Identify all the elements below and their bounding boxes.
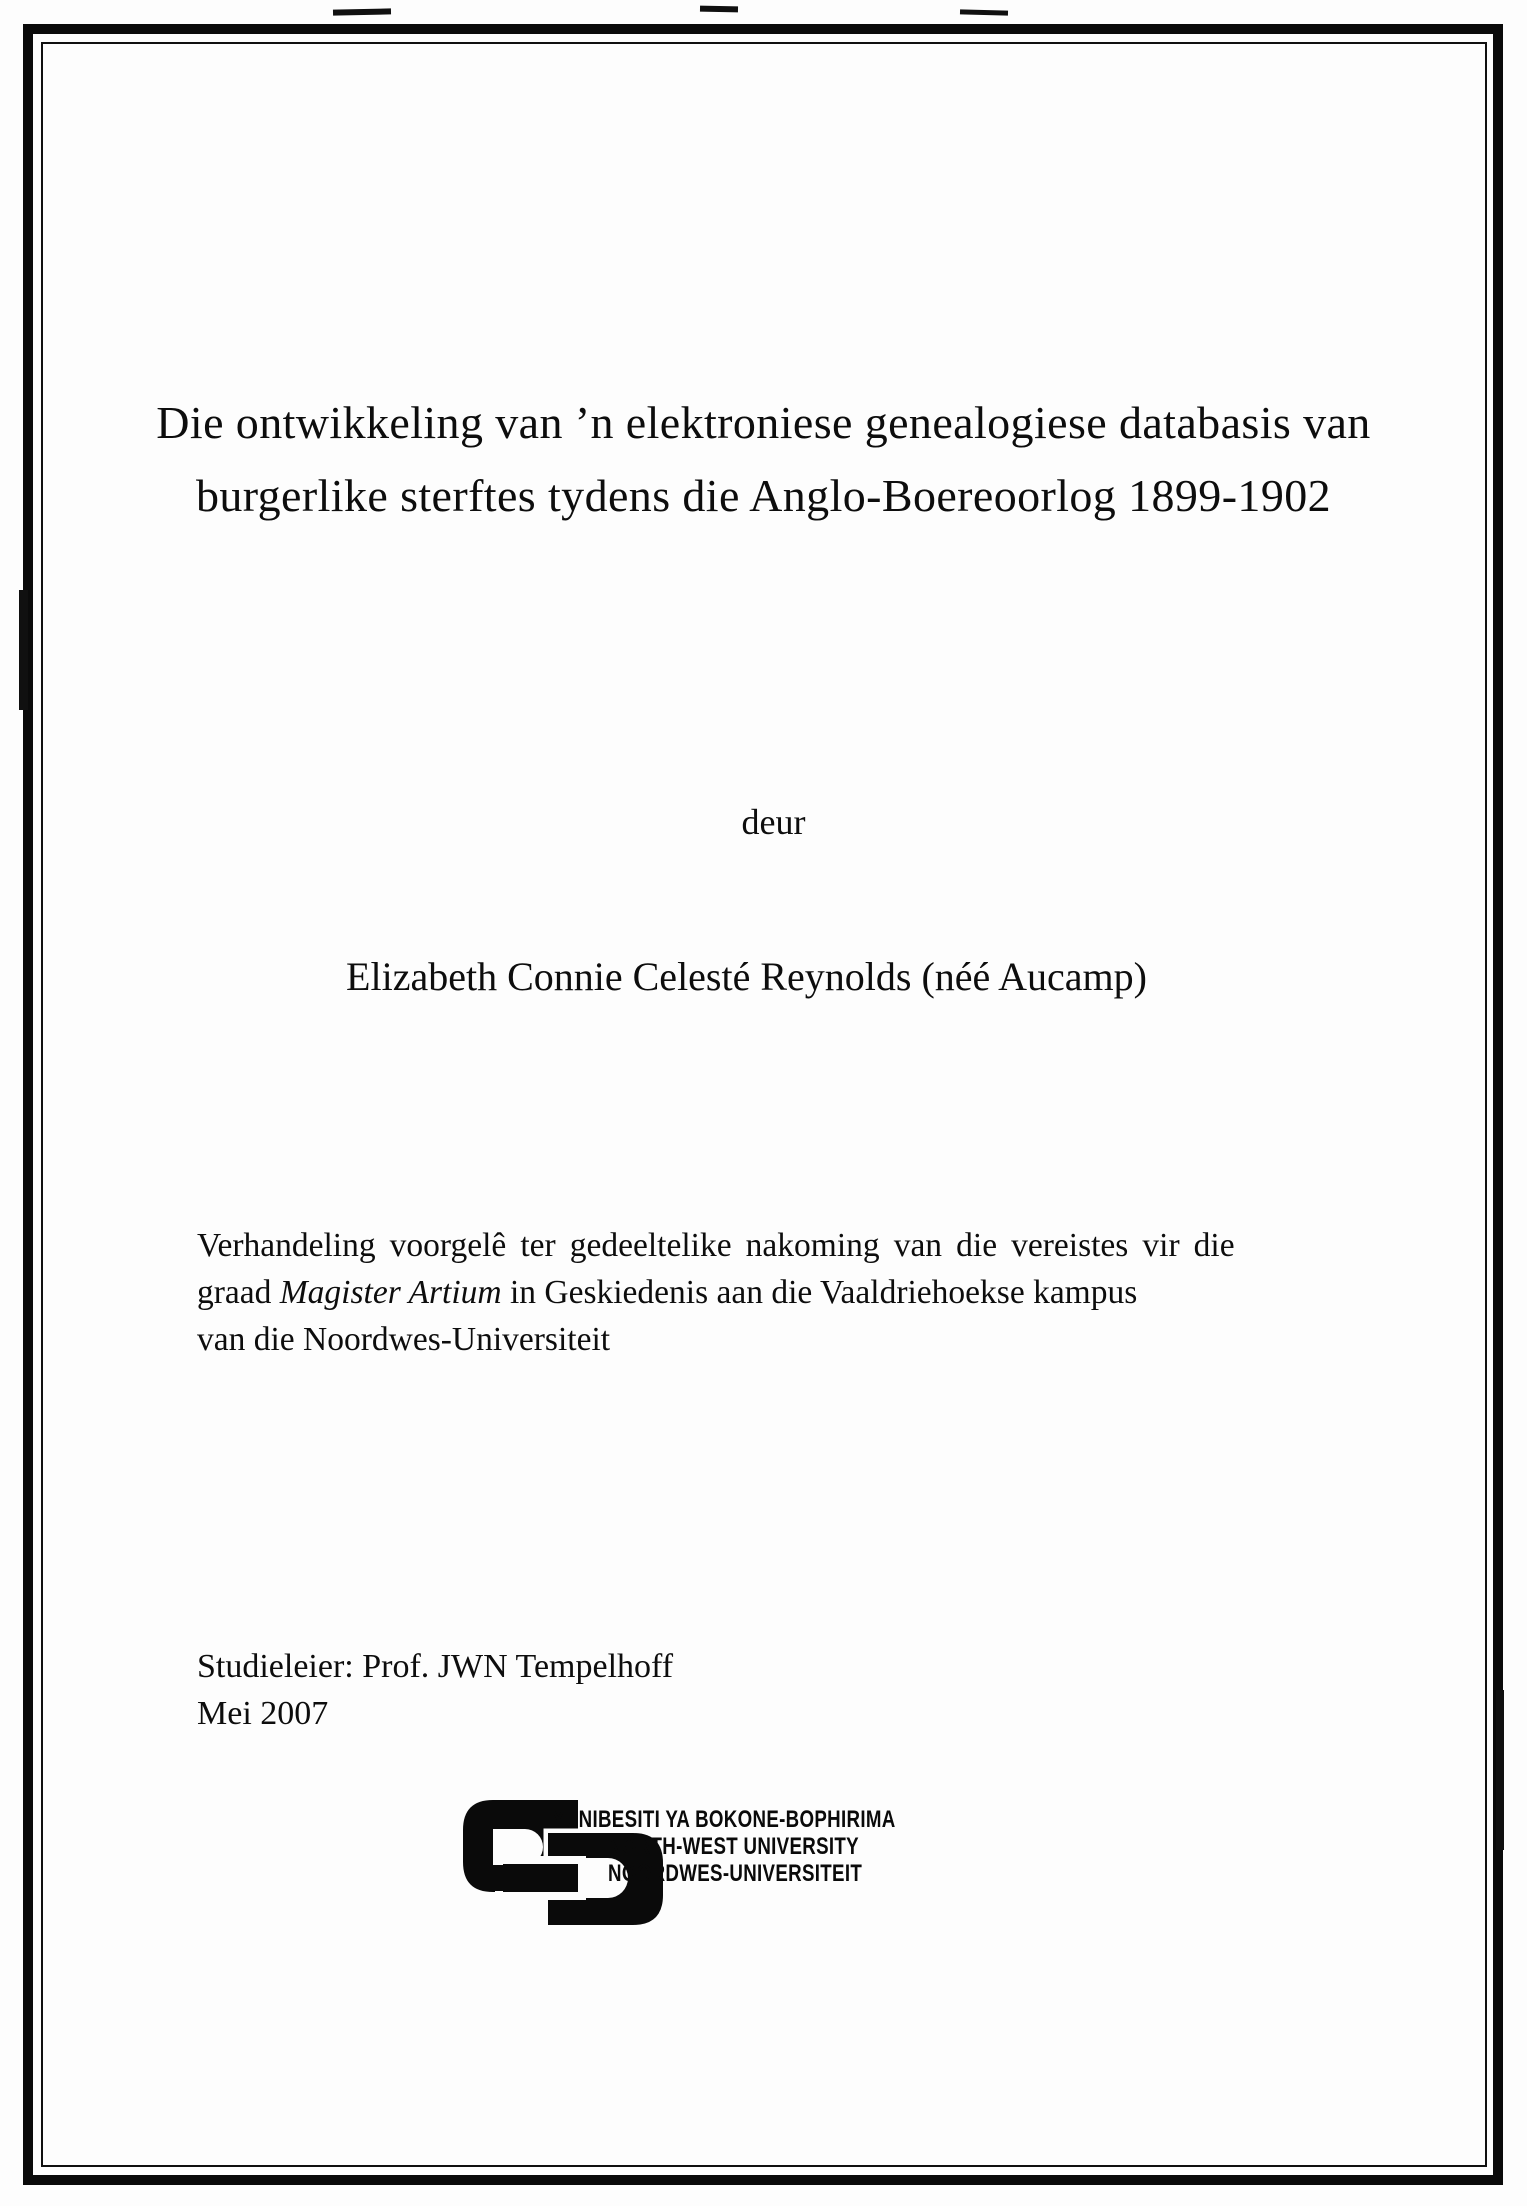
date-line: Mei 2007 [197,1695,329,1732]
byline: deur [741,802,806,842]
author-name: Elizabeth Connie Celesté Reynolds (néé Aucamp) [346,954,1147,999]
scan-artifact [1496,1690,1504,1850]
university-logo-text [552,1806,993,1887]
page-title [70,386,1457,532]
logo-text-afrikaans: NOORDWES-UNIVERSITEIT [608,1860,863,1887]
thesis-statement-line-2-post: in Geskiedenis aan die Vaaldriehoekse kampus [501,1274,1138,1311]
title-line-2: burgerlike sterftes tydens die Anglo-Boereoorlog 1899-1902 [195,470,1332,521]
thesis-statement-line-1: Verhandeling voorgelê ter gedeeltelike nakoming van die vereistes vir die [197,1227,1235,1264]
supervisor-block [197,1643,673,1737]
logo-text-setswana: YUNIBESITI YA BOKONE-BOPHIRIMA [552,1806,896,1833]
scan-artifact [700,6,738,13]
supervisor-line: Studieleier: Prof. JWN Tempelhoff [197,1648,674,1685]
thesis-statement-line-3: van die Noordwes-Universiteit [197,1321,611,1358]
logo-text-english: NORTH-WEST UNIVERSITY [608,1833,859,1860]
scan-artifact [19,590,28,710]
degree-name: Magister Artium [279,1274,502,1311]
scan-artifact [960,9,1008,15]
scan-artifact [333,8,391,15]
title-line-1: Die ontwikkeling van ’n elektroniese genealogiese databasis van [156,397,1371,448]
thesis-statement-line-2-pre: graad [197,1274,280,1311]
thesis-statement-line-2 [197,1269,1372,1316]
thesis-statement [197,1222,1372,1363]
